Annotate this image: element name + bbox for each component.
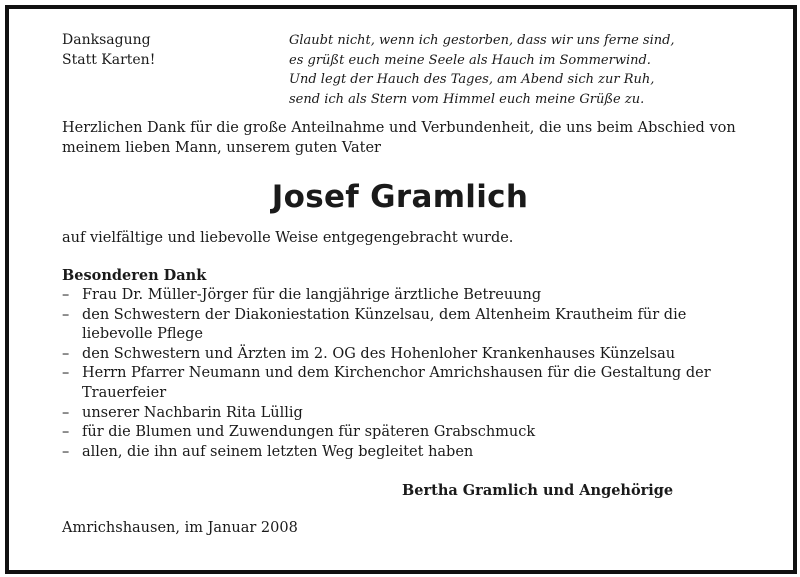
header-subtitle: Statt Karten! xyxy=(62,52,156,68)
dash-bullet: – xyxy=(62,287,70,303)
place-date: Amrichshausen, im Januar 2008 xyxy=(62,520,298,536)
list-item-text: den Schwestern der Diakoniestation Künzelsau, dem Altenheim Krautheim für die liebevolle Pflege xyxy=(82,306,687,343)
poem-line: send ich als Stern vom Himmel euch meine Grüße zu. xyxy=(289,91,645,107)
notice-header xyxy=(62,30,155,70)
dash-bullet: – xyxy=(62,404,70,421)
list-item xyxy=(62,404,742,424)
header-title: Danksagung xyxy=(62,32,151,48)
dash-bullet: – xyxy=(62,345,70,362)
list-item-text: Herrn Pfarrer Neumann und dem Kirchenchor Amrichshausen für die Gestaltung der Trauerfeier xyxy=(82,365,711,401)
list-item xyxy=(62,364,742,403)
list-item xyxy=(62,423,742,443)
dash-bullet: – xyxy=(62,443,70,460)
dash-bullet: – xyxy=(62,424,70,441)
thanks-list xyxy=(62,286,742,462)
list-item xyxy=(62,306,742,345)
list-item-text: unserer Nachbarin Rita Lüllig xyxy=(82,404,303,421)
poem-line: Und legt der Hauch des Tages, am Abend sich zur Ruh, xyxy=(289,72,655,87)
deceased-name: Josef Gramlich xyxy=(271,179,529,215)
list-item-text: den Schwestern und Ärzten im 2. OG des Hohenloher Krankenhauses Künzelsau xyxy=(82,345,676,362)
dash-bullet: – xyxy=(62,306,70,323)
poem-line: es grüßt euch meine Seele als Hauch im Sommerwind. xyxy=(289,52,651,68)
dash-bullet: – xyxy=(62,365,70,382)
signature: Bertha Gramlich und Angehörige xyxy=(402,482,674,499)
list-item xyxy=(62,443,742,463)
memorial-poem xyxy=(289,31,675,109)
list-item xyxy=(62,345,742,365)
list-item-text: Frau Dr. Müller-Jörger für die langjährige ärztliche Betreuung xyxy=(82,287,542,303)
poem-line: Glaubt nicht, wenn ich gestorben, dass wir uns ferne sind, xyxy=(289,33,675,48)
intro-text: Herzlichen Dank für die große Anteilnahme und Verbundenheit, die uns beim Abschied von meinem lieben Mann, unserem guten Vater xyxy=(62,120,736,156)
list-item xyxy=(62,286,742,306)
list-item-text: für die Blumen und Zuwendungen für späteren Grabschmuck xyxy=(82,424,536,441)
list-item-text: allen, die ihn auf seinem letzten Weg begleitet haben xyxy=(82,443,474,460)
thanks-heading: Besonderen Dank xyxy=(62,267,207,284)
after-name-text: auf vielfältige und liebevolle Weise entgegengebracht wurde. xyxy=(62,230,514,246)
